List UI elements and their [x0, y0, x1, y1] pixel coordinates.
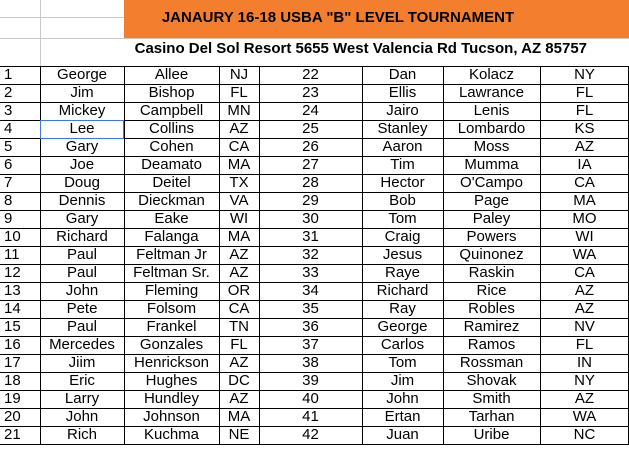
first-name-cell[interactable]: Tim	[390, 156, 415, 173]
first-name-cell[interactable]: Larry	[64, 390, 100, 407]
number-cell[interactable]: 26	[302, 138, 319, 155]
last-name-cell[interactable]: Robles	[468, 300, 515, 317]
first-name-cell[interactable]: Ertan	[384, 408, 421, 425]
state-cell[interactable]: MA	[227, 228, 251, 245]
number-cell[interactable]: 20	[4, 408, 21, 425]
number-cell[interactable]: 9	[4, 210, 13, 227]
gridline	[40, 0, 41, 66]
last-name-cell[interactable]: Ramos	[467, 336, 516, 353]
last-name-cell[interactable]: Ramirez	[463, 318, 520, 335]
last-name-cell[interactable]: Hughes	[145, 372, 198, 389]
number-cell[interactable]: 39	[302, 372, 319, 389]
number-cell[interactable]: 24	[302, 102, 319, 119]
number-cell[interactable]: 25	[302, 120, 319, 137]
state-cell[interactable]: AZ	[229, 246, 249, 263]
first-name-cell[interactable]: Eric	[69, 372, 95, 389]
first-name-cell[interactable]: Jiim	[68, 354, 96, 371]
state-cell[interactable]: AZ	[229, 120, 249, 137]
number-cell[interactable]: 16	[4, 336, 21, 353]
first-name-cell[interactable]: Ray	[389, 300, 416, 317]
number-cell[interactable]: 10	[4, 228, 21, 245]
number-cell[interactable]: 6	[4, 156, 13, 173]
state-cell[interactable]: AZ	[574, 390, 595, 407]
number-cell[interactable]: 33	[302, 264, 319, 281]
number-cell[interactable]: 15	[4, 318, 21, 335]
number-cell[interactable]: 8	[4, 192, 13, 209]
state-cell[interactable]: FL	[575, 84, 594, 101]
state-cell[interactable]: AZ	[229, 264, 249, 281]
first-name-cell[interactable]: Gary	[65, 138, 99, 155]
first-name-cell[interactable]: Rich	[66, 426, 97, 443]
state-cell[interactable]: CA	[574, 174, 595, 191]
state-cell[interactable]: NC	[573, 426, 596, 443]
last-name-cell[interactable]: Lenis	[473, 102, 510, 119]
number-cell[interactable]: 3	[4, 102, 13, 119]
state-cell[interactable]: MA	[573, 192, 596, 209]
last-name-cell[interactable]: Rice	[476, 282, 507, 299]
first-name-cell[interactable]: Ellis	[388, 84, 417, 101]
state-cell[interactable]: AZ	[574, 300, 595, 317]
last-name-cell[interactable]: Deitel	[152, 174, 191, 191]
number-cell[interactable]: 36	[302, 318, 319, 335]
last-name-cell[interactable]: Collins	[148, 120, 194, 137]
state-cell[interactable]: KS	[574, 120, 595, 137]
first-name-cell[interactable]: Paul	[66, 318, 98, 335]
last-name-cell[interactable]: Dieckman	[138, 192, 205, 209]
row-border	[0, 444, 629, 445]
gridline	[0, 17, 124, 18]
state-cell[interactable]: FL	[230, 84, 248, 101]
state-cell[interactable]: OR	[227, 282, 251, 299]
first-name-cell[interactable]: Pete	[66, 300, 98, 317]
last-name-cell[interactable]: Raskin	[468, 264, 515, 281]
number-cell[interactable]: 14	[4, 300, 21, 317]
number-cell[interactable]: 4	[4, 120, 13, 137]
state-cell[interactable]: FL	[575, 102, 594, 119]
state-cell[interactable]: NY	[574, 372, 595, 389]
first-name-cell[interactable]: Jim	[70, 84, 94, 101]
first-name-cell[interactable]: Craig	[384, 228, 421, 245]
last-name-cell[interactable]: Bishop	[148, 84, 195, 101]
state-cell[interactable]: TX	[229, 174, 249, 191]
last-name-cell[interactable]: Deamato	[141, 156, 202, 173]
state-cell[interactable]: IN	[577, 354, 592, 371]
state-cell[interactable]: TN	[229, 318, 249, 335]
last-name-cell[interactable]: O'Campo	[460, 174, 523, 191]
last-name-cell[interactable]: Gonzales	[139, 336, 204, 353]
last-name-cell[interactable]: Mumma	[464, 156, 519, 173]
last-name-cell[interactable]: Powers	[466, 228, 517, 245]
last-name-cell[interactable]: Cohen	[149, 138, 194, 155]
number-cell[interactable]: 31	[302, 228, 319, 245]
number-cell[interactable]: 28	[302, 174, 319, 191]
state-cell[interactable]: FL	[230, 336, 248, 353]
first-name-cell[interactable]: Richard	[376, 282, 429, 299]
first-name-cell[interactable]: John	[386, 390, 419, 407]
number-cell[interactable]: 2	[4, 84, 13, 101]
number-cell[interactable]: 13	[4, 282, 21, 299]
first-name-cell[interactable]: Bob	[389, 192, 416, 209]
state-cell[interactable]: CA	[228, 300, 250, 317]
last-name-cell[interactable]: Paley	[472, 210, 511, 227]
number-cell[interactable]: 21	[4, 426, 21, 443]
number-cell[interactable]: 1	[4, 66, 13, 83]
first-name-cell[interactable]: Jim	[390, 372, 415, 389]
tournament-title[interactable]: JANAURY 16-18 USBA "B" LEVEL TOURNAMENT	[161, 9, 515, 26]
last-name-cell[interactable]: Quinonez	[459, 246, 524, 263]
state-cell[interactable]: DC	[228, 372, 250, 389]
last-name-cell[interactable]: Lombardo	[457, 120, 526, 137]
last-name-cell[interactable]: Eake	[154, 210, 189, 227]
last-name-cell[interactable]: Kuchma	[143, 426, 200, 443]
first-name-cell[interactable]: John	[65, 282, 99, 299]
state-cell[interactable]: AZ	[229, 390, 249, 407]
last-name-cell[interactable]: Johnson	[143, 408, 200, 425]
first-name-cell[interactable]: Mickey	[58, 102, 106, 119]
number-cell[interactable]: 42	[302, 426, 319, 443]
number-cell[interactable]: 34	[302, 282, 319, 299]
number-cell[interactable]: 19	[4, 390, 21, 407]
number-cell[interactable]: 37	[302, 336, 319, 353]
state-cell[interactable]: NJ	[229, 66, 249, 83]
last-name-cell[interactable]: Frankel	[146, 318, 197, 335]
first-name-cell[interactable]: Jairo	[386, 102, 419, 119]
last-name-cell[interactable]: Henrickson	[133, 354, 210, 371]
gridline	[0, 38, 629, 39]
first-name-cell[interactable]: Dennis	[58, 192, 106, 209]
first-name-cell[interactable]: Paul	[66, 246, 98, 263]
last-name-cell[interactable]: Hundley	[143, 390, 200, 407]
last-name-cell[interactable]: Fleming	[144, 282, 199, 299]
first-name-cell[interactable]: Tom	[388, 210, 417, 227]
first-name-cell[interactable]: John	[65, 408, 99, 425]
state-cell[interactable]: VA	[229, 192, 249, 209]
first-name-cell[interactable]: Gary	[65, 210, 99, 227]
last-name-cell[interactable]: Lawrance	[458, 84, 525, 101]
number-cell[interactable]: 22	[302, 66, 319, 83]
number-cell[interactable]: 17	[4, 354, 21, 371]
number-cell[interactable]: 11	[4, 246, 20, 263]
state-cell[interactable]: MA	[227, 408, 251, 425]
state-cell[interactable]: MA	[227, 156, 251, 173]
first-name-cell[interactable]: Lee	[69, 120, 95, 137]
state-cell[interactable]: NV	[574, 318, 595, 335]
number-cell[interactable]: 40	[302, 390, 319, 407]
state-cell[interactable]: IA	[577, 156, 592, 173]
first-name-cell[interactable]: Tom	[388, 354, 417, 371]
first-name-cell[interactable]: Aaron	[382, 138, 423, 155]
state-cell[interactable]: NE	[228, 426, 250, 443]
number-cell[interactable]: 5	[4, 138, 13, 155]
first-name-cell[interactable]: Juan	[386, 426, 419, 443]
state-cell[interactable]: WI	[575, 228, 594, 245]
first-name-cell[interactable]: Richard	[56, 228, 108, 245]
state-cell[interactable]: WA	[572, 408, 597, 425]
state-cell[interactable]: MO	[572, 210, 597, 227]
last-name-cell[interactable]: Moss	[473, 138, 510, 155]
state-cell[interactable]: CA	[574, 264, 595, 281]
first-name-cell[interactable]: George	[377, 318, 428, 335]
number-cell[interactable]: 30	[302, 210, 319, 227]
number-cell[interactable]: 29	[302, 192, 319, 209]
first-name-cell[interactable]: Dan	[388, 66, 417, 83]
last-name-cell[interactable]: Falanga	[144, 228, 199, 245]
state-cell[interactable]: MN	[227, 102, 251, 119]
state-cell[interactable]: AZ	[574, 282, 595, 299]
first-name-cell[interactable]: Hector	[380, 174, 425, 191]
first-name-cell[interactable]: Doug	[64, 174, 100, 191]
last-name-cell[interactable]: Uribe	[473, 426, 510, 443]
number-cell[interactable]: 35	[302, 300, 319, 317]
first-name-cell[interactable]: Paul	[66, 264, 98, 281]
last-name-cell[interactable]: Smith	[472, 390, 511, 407]
first-name-cell[interactable]: Stanley	[377, 120, 428, 137]
state-cell[interactable]: WA	[572, 246, 597, 263]
first-name-cell[interactable]: George	[56, 66, 108, 83]
number-cell[interactable]: 18	[4, 372, 21, 389]
number-cell[interactable]: 7	[4, 174, 13, 191]
last-name-cell[interactable]: Campbell	[139, 102, 204, 119]
last-name-cell[interactable]: Kolacz	[468, 66, 515, 83]
last-name-cell[interactable]: Folsom	[146, 300, 197, 317]
state-cell[interactable]: NY	[574, 66, 595, 83]
state-cell[interactable]: CA	[228, 138, 250, 155]
state-cell[interactable]: AZ	[229, 354, 249, 371]
venue-subtitle[interactable]: Casino Del Sol Resort 5655 West Valencia Rd Tucson, AZ 85757	[134, 40, 587, 57]
first-name-cell[interactable]: Joe	[69, 156, 95, 173]
number-cell[interactable]: 41	[302, 408, 319, 425]
first-name-cell[interactable]: Mercedes	[49, 336, 115, 353]
number-cell[interactable]: 38	[302, 354, 319, 371]
last-name-cell[interactable]: Page	[473, 192, 510, 209]
state-cell[interactable]: AZ	[574, 138, 595, 155]
last-name-cell[interactable]: Tarhan	[468, 408, 515, 425]
number-cell[interactable]: 23	[302, 84, 319, 101]
last-name-cell[interactable]: Feltman Jr	[136, 246, 207, 263]
state-cell[interactable]: FL	[575, 336, 594, 353]
last-name-cell[interactable]: Feltman Sr.	[133, 264, 210, 281]
state-cell[interactable]: WI	[229, 210, 249, 227]
last-name-cell[interactable]: Rossman	[459, 354, 524, 371]
first-name-cell[interactable]: Raye	[384, 264, 421, 281]
selected-cell-outline	[40, 120, 124, 139]
number-cell[interactable]: 32	[302, 246, 319, 263]
number-cell[interactable]: 12	[4, 264, 21, 281]
first-name-cell[interactable]: Jesus	[382, 246, 423, 263]
last-name-cell[interactable]: Allee	[154, 66, 189, 83]
first-name-cell[interactable]: Carlos	[380, 336, 425, 353]
last-name-cell[interactable]: Shovak	[466, 372, 517, 389]
number-cell[interactable]: 27	[302, 156, 319, 173]
